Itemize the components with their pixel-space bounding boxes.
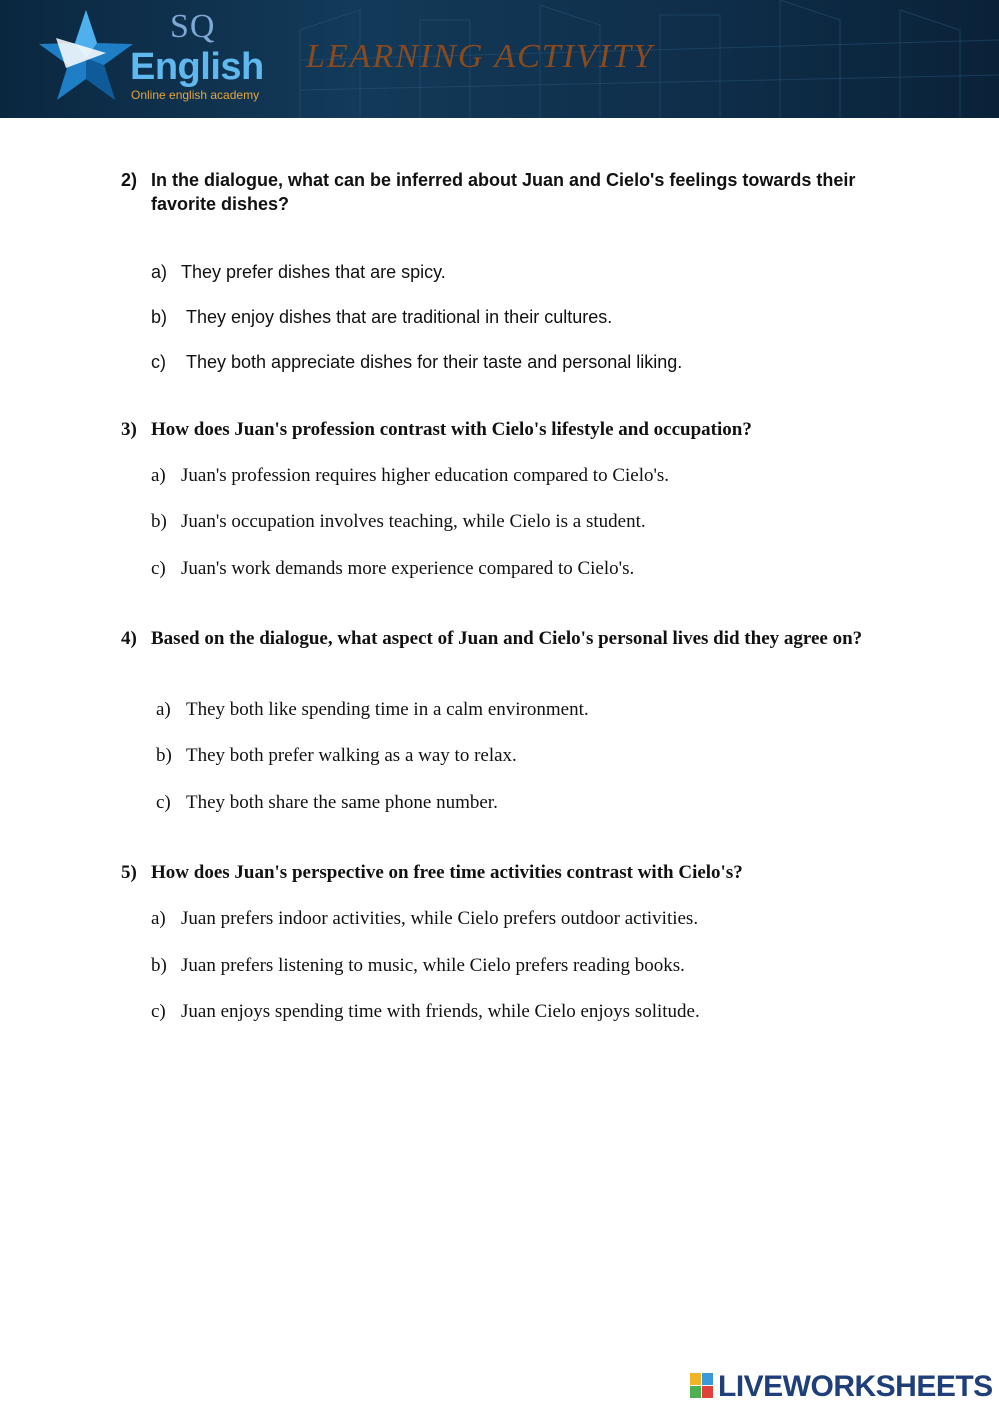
brand-top: SQ: [170, 8, 216, 45]
question-5: [121, 861, 921, 891]
question-3: [121, 418, 921, 448]
question-text: Based on the dialogue, what aspect of Juan and Cielo's personal lives did they agree on?: [151, 628, 863, 649]
liveworksheets-logo-icon: [690, 1373, 714, 1399]
brand-tagline: Online english academy: [131, 88, 260, 102]
option-text: They enjoy dishes that are traditional in their cultures.: [186, 307, 613, 327]
option-label: c): [151, 1001, 166, 1022]
option-label: a): [151, 262, 168, 282]
liveworksheets-watermark[interactable]: LIVEWORKSHEETS: [718, 1370, 993, 1403]
option-label: c): [156, 792, 171, 813]
option-text: They both share the same phone number.: [186, 792, 498, 813]
option-text: Juan prefers listening to music, while Cielo prefers reading books.: [181, 955, 685, 976]
option-text: They prefer dishes that are spicy.: [181, 262, 446, 282]
question-text: In the dialogue, what can be inferred about Juan and Cielo's feelings towards their favorite dishes?: [151, 170, 856, 214]
option-label: b): [156, 745, 172, 766]
option-label: b): [151, 511, 167, 532]
option-text: They both like spending time in a calm environment.: [186, 699, 589, 720]
brand-name: English: [130, 46, 264, 88]
activity-title: LEARNING ACTIVITY: [306, 38, 654, 75]
option-label: b): [151, 955, 167, 976]
question-2: [121, 168, 921, 228]
option-label: a): [151, 908, 166, 929]
option-text: Juan's work demands more experience compared to Cielo's.: [181, 558, 635, 579]
option-label: c): [151, 352, 166, 372]
star-logo-icon: [36, 8, 136, 104]
option-text: Juan's occupation involves teaching, while Cielo is a student.: [181, 511, 646, 532]
option-label: b): [151, 307, 168, 327]
option-text: Juan enjoys spending time with friends, while Cielo enjoys solitude.: [181, 1001, 700, 1022]
page-header: [0, 0, 999, 118]
option-label: a): [156, 699, 171, 720]
option-label: c): [151, 558, 166, 579]
question-text: How does Juan's perspective on free time activities contrast with Cielo's?: [151, 862, 743, 883]
question-text: How does Juan's profession contrast with Cielo's lifestyle and occupation?: [151, 419, 752, 440]
question-number: 3): [121, 419, 137, 440]
question-number: 4): [121, 628, 137, 649]
option-text: Juan prefers indoor activities, while Cielo prefers outdoor activities.: [181, 908, 699, 929]
option-text: Juan's profession requires higher education compared to Cielo's.: [181, 465, 670, 486]
option-label: a): [151, 465, 166, 486]
option-text: They both appreciate dishes for their taste and personal liking.: [186, 352, 683, 372]
question-number: 5): [121, 862, 137, 883]
question-4: [121, 627, 981, 657]
option-text: They both prefer walking as a way to relax.: [186, 745, 517, 766]
question-number: 2): [121, 170, 138, 190]
